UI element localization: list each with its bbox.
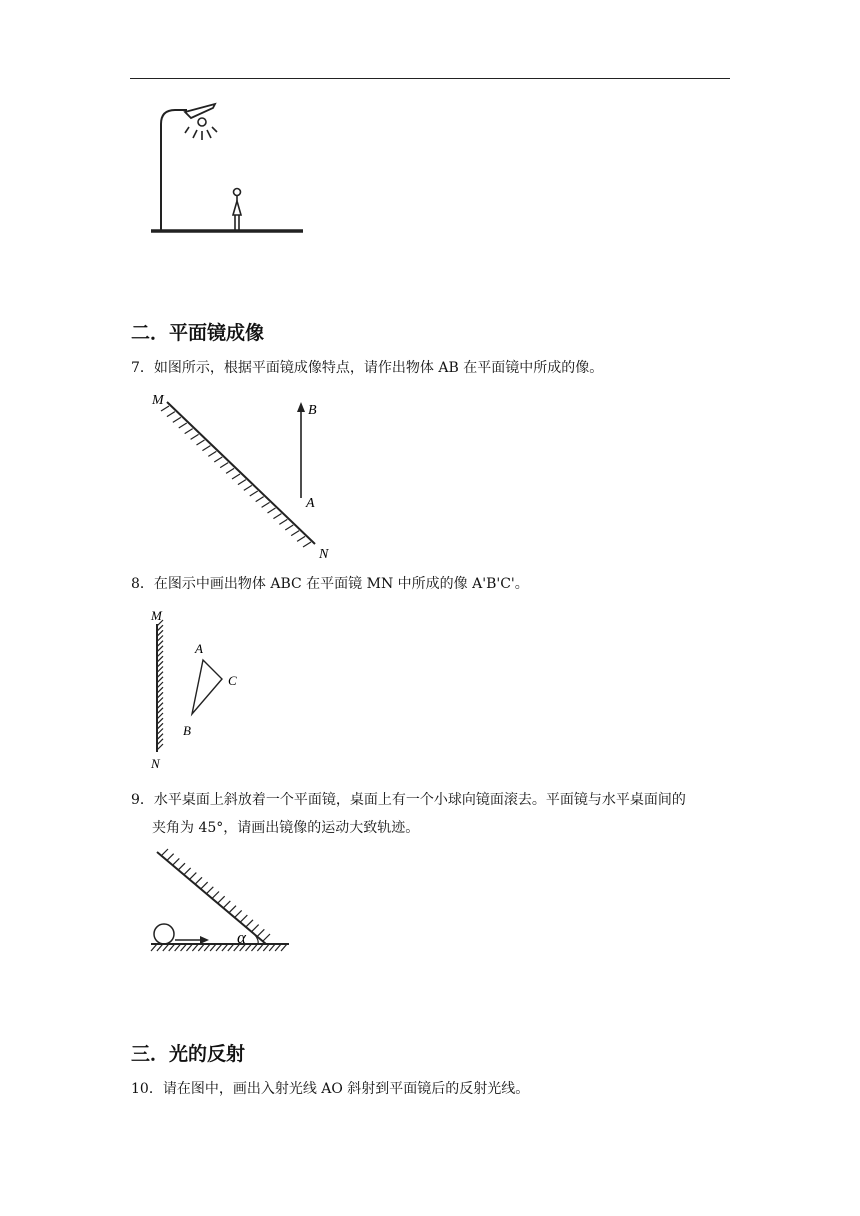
- hatch-mark: [256, 497, 264, 502]
- hatch-mark: [279, 519, 287, 524]
- hatch-mark: [218, 896, 225, 903]
- hatch-mark: [257, 929, 264, 936]
- hatch-mark: [252, 925, 259, 932]
- hatch-mark: [226, 468, 234, 473]
- hatch-mark: [263, 934, 270, 941]
- hatch-mark: [163, 944, 169, 951]
- table-hatching: [151, 944, 287, 951]
- hatch-mark: [246, 920, 253, 927]
- label-a: A: [195, 641, 203, 656]
- hatch-mark: [169, 944, 175, 951]
- question-9-line2: 夹角为 45°，请画出镜像的运动大致轨迹。: [152, 820, 420, 836]
- streetlamp-figure: [145, 98, 307, 240]
- lamp-head: [185, 104, 215, 118]
- hatch-mark: [297, 536, 305, 541]
- hatch-mark: [167, 412, 175, 417]
- hatch-mark: [181, 944, 187, 951]
- hatch-mark: [179, 423, 187, 428]
- hatch-mark: [206, 887, 213, 894]
- label-m: M: [151, 608, 162, 623]
- header-rule: [130, 78, 730, 79]
- label-c: C: [228, 673, 237, 688]
- question-9: [131, 786, 686, 842]
- hatch-mark: [202, 446, 210, 451]
- hatch-mark: [185, 429, 193, 434]
- hatch-mark: [157, 944, 163, 951]
- hatch-mark: [214, 457, 222, 462]
- hatch-mark: [212, 892, 219, 899]
- hatch-mark: [291, 531, 299, 536]
- hatch-mark: [244, 485, 252, 490]
- hatch-mark: [197, 440, 205, 445]
- section-title-reflection: 三．光的反射: [131, 1043, 246, 1065]
- hatch-mark: [167, 854, 174, 861]
- hatch-mark: [195, 877, 202, 884]
- question-9-line1: 9．水平桌面上斜放着一个平面镜，桌面上有一个小球向镜面滚去。平面镜与水平桌面间的: [131, 792, 686, 808]
- hatch-mark: [172, 858, 179, 865]
- question-10: 10．请在图中，画出入射光线 AO 斜射到平面镜后的反射光线。: [131, 1081, 530, 1097]
- hatch-mark: [251, 944, 257, 951]
- hatch-mark: [238, 480, 246, 485]
- mirror-ab-figure: [145, 388, 345, 563]
- label-alpha: α: [237, 928, 246, 947]
- hatch-mark: [184, 868, 191, 875]
- label-m: M: [152, 393, 164, 408]
- hatch-mark: [192, 944, 198, 951]
- hatch-mark: [269, 944, 275, 951]
- hatch-mark: [263, 944, 269, 951]
- hatch-mark: [151, 944, 157, 951]
- hatch-mark: [175, 944, 181, 951]
- label-b: B: [308, 403, 317, 418]
- hatch-mark: [208, 451, 216, 456]
- hatch-mark: [222, 944, 228, 951]
- question-8: 8．在图示中画出物体 ABC 在平面镜 MN 中所成的像 A'B'C'。: [131, 576, 529, 592]
- mirror-hatching: [161, 406, 311, 547]
- mirror-mn: [167, 402, 315, 544]
- hatch-mark: [189, 873, 196, 880]
- label-n: N: [319, 547, 329, 562]
- hatch-mark: [191, 434, 199, 439]
- hatch-mark: [229, 906, 236, 913]
- hatch-mark: [281, 944, 287, 951]
- hatch-mark: [204, 944, 210, 951]
- ball: [154, 924, 174, 944]
- hatch-mark: [246, 944, 252, 951]
- section-title-plane-mirror: 二．平面镜成像: [131, 322, 265, 344]
- hatch-mark: [257, 944, 263, 951]
- lamp-rays: [185, 118, 217, 140]
- hatch-mark: [201, 882, 208, 889]
- lamp-pole: [161, 110, 187, 231]
- label-a: A: [306, 496, 315, 511]
- person-icon: [233, 189, 241, 231]
- hatch-mark: [220, 463, 228, 468]
- hatch-mark: [161, 849, 168, 856]
- arrowhead-b: [297, 402, 305, 412]
- label-b: B: [183, 723, 191, 738]
- motion-arrowhead: [200, 936, 209, 944]
- hatch-mark: [273, 514, 281, 519]
- mirror-abc-figure: [145, 606, 255, 772]
- question-7: 7．如图所示，根据平面镜成像特点，请作出物体 AB 在平面镜中所成的像。: [131, 360, 604, 376]
- ball-mirror-figure: [145, 845, 295, 960]
- hatch-mark: [216, 944, 222, 951]
- hatch-mark: [198, 944, 204, 951]
- hatch-mark: [173, 417, 181, 422]
- label-n: N: [151, 756, 160, 771]
- triangle-abc: [192, 660, 222, 714]
- hatch-mark: [250, 491, 258, 496]
- hatch-mark: [210, 944, 216, 951]
- hatch-mark: [223, 901, 230, 908]
- hatch-mark: [303, 542, 311, 547]
- hatch-mark: [262, 502, 270, 507]
- hatch-mark: [178, 863, 185, 870]
- hatch-mark: [268, 508, 276, 513]
- hatch-mark: [235, 910, 242, 917]
- mirror-hatching: [161, 849, 270, 941]
- hatch-mark: [228, 944, 234, 951]
- hatch-mark: [240, 915, 247, 922]
- hatch-mark: [285, 525, 293, 530]
- hatch-mark: [232, 474, 240, 479]
- hatch-mark: [186, 944, 192, 951]
- hatch-mark: [275, 944, 281, 951]
